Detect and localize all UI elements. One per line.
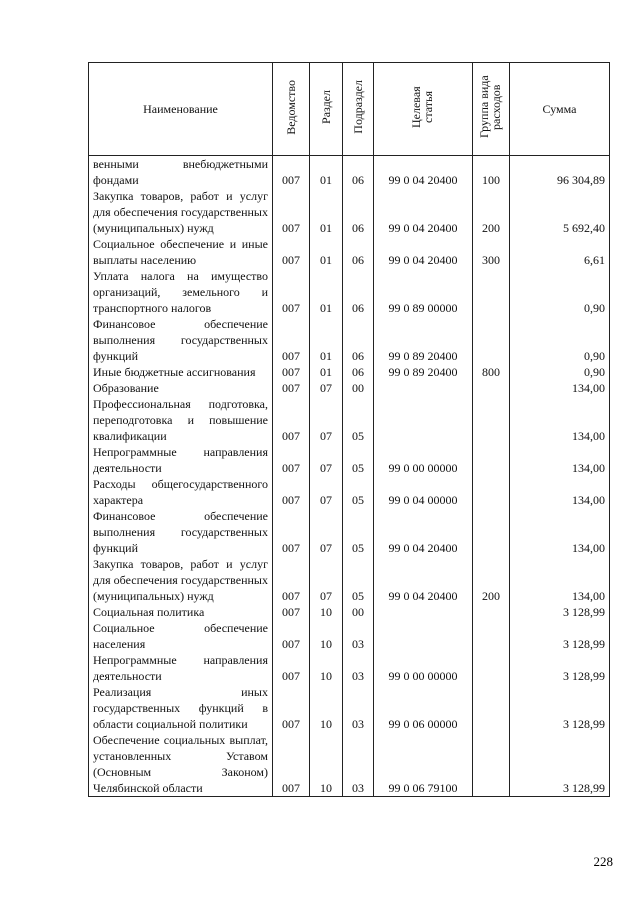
cell-ministry: 007 [273,508,310,556]
cell-target: 99 0 04 20400 [374,236,473,268]
cell-sum: 0,90 [510,364,610,380]
cell-target: 99 0 06 79100 [374,732,473,797]
cell-target: 99 0 04 00000 [374,476,473,508]
cell-subsection: 06 [343,156,374,189]
cell-expense-group [473,380,510,396]
cell-sum: 134,00 [510,396,610,444]
cell-sum: 6,61 [510,236,610,268]
cell-name: Непрограммные направления деятельности [89,652,273,684]
header-ministry: Ведомство [273,63,310,156]
cell-subsection: 06 [343,316,374,364]
cell-section: 01 [310,188,343,236]
cell-ministry: 007 [273,396,310,444]
cell-subsection: 00 [343,604,374,620]
cell-name: Финансовое обеспечение выполнения государственных функций [89,508,273,556]
budget-table [88,62,610,797]
cell-target [374,396,473,444]
cell-target: 99 0 00 00000 [374,444,473,476]
cell-ministry: 007 [273,156,310,189]
cell-name: Реализация иных государственных функций в области социальной политики [89,684,273,732]
cell-sum: 3 128,99 [510,604,610,620]
header-name: Наименование [89,63,273,156]
cell-ministry: 007 [273,476,310,508]
cell-expense-group: 200 [473,556,510,604]
cell-expense-group [473,444,510,476]
cell-target [374,620,473,652]
cell-ministry: 007 [273,316,310,364]
cell-target: 99 0 04 20400 [374,188,473,236]
table-row [89,380,610,396]
cell-target: 99 0 04 20400 [374,556,473,604]
cell-expense-group [473,268,510,316]
cell-sum: 5 692,40 [510,188,610,236]
cell-sum: 134,00 [510,508,610,556]
cell-target: 99 0 89 20400 [374,316,473,364]
table-row [89,316,610,364]
header-sum: Сумма [510,63,610,156]
cell-sum: 0,90 [510,268,610,316]
cell-ministry: 007 [273,364,310,380]
page-number: 228 [593,854,613,869]
cell-name: Образование [89,380,273,396]
cell-ministry: 007 [273,444,310,476]
cell-subsection: 00 [343,380,374,396]
cell-sum: 134,00 [510,476,610,508]
cell-ministry: 007 [273,732,310,797]
table-row [89,396,610,444]
table-row [89,364,610,380]
table-row [89,620,610,652]
cell-name: Социальное обеспечение и иные выплаты населению [89,236,273,268]
cell-section: 07 [310,380,343,396]
cell-target: 99 0 04 20400 [374,156,473,189]
cell-section: 01 [310,236,343,268]
cell-name: Уплата налога на имущество организаций, земельного и транспортного налогов [89,268,273,316]
cell-ministry: 007 [273,620,310,652]
table-row [89,604,610,620]
cell-expense-group [473,476,510,508]
header-section: Раздел [310,63,343,156]
cell-section: 01 [310,364,343,380]
cell-name: Непрограммные направления деятельности [89,444,273,476]
cell-section: 10 [310,620,343,652]
cell-sum: 134,00 [510,380,610,396]
table-row [89,476,610,508]
cell-section: 01 [310,156,343,189]
cell-expense-group: 100 [473,156,510,189]
cell-name: Закупка товаров, работ и услуг для обеспечения государственных (муниципальных) нужд [89,188,273,236]
cell-expense-group: 200 [473,188,510,236]
cell-subsection: 05 [343,556,374,604]
cell-expense-group [473,732,510,797]
table-row [89,444,610,476]
cell-expense-group: 800 [473,364,510,380]
cell-ministry: 007 [273,652,310,684]
cell-name: Профессиональная подготовка, переподготовка и повышение квалификации [89,396,273,444]
cell-sum: 3 128,99 [510,620,610,652]
cell-ministry: 007 [273,380,310,396]
cell-expense-group [473,316,510,364]
cell-sum: 0,90 [510,316,610,364]
cell-name: Иные бюджетные ассигнования [89,364,273,380]
cell-subsection: 05 [343,444,374,476]
cell-sum: 96 304,89 [510,156,610,189]
cell-sum: 3 128,99 [510,652,610,684]
cell-section: 10 [310,652,343,684]
cell-ministry: 007 [273,268,310,316]
cell-ministry: 007 [273,604,310,620]
cell-subsection: 03 [343,684,374,732]
cell-subsection: 05 [343,476,374,508]
header-expense-group: Группа вида расходов [473,63,510,156]
cell-subsection: 06 [343,364,374,380]
cell-subsection: 05 [343,508,374,556]
cell-target: 99 0 06 00000 [374,684,473,732]
cell-sum: 134,00 [510,444,610,476]
cell-target: 99 0 04 20400 [374,508,473,556]
cell-subsection: 05 [343,396,374,444]
cell-name: Расходы общегосударственного характера [89,476,273,508]
cell-expense-group [473,652,510,684]
cell-section: 07 [310,444,343,476]
cell-ministry: 007 [273,684,310,732]
table-row [89,652,610,684]
header-target: Целевая статья [374,63,473,156]
cell-sum: 3 128,99 [510,732,610,797]
cell-subsection: 06 [343,188,374,236]
cell-subsection: 03 [343,732,374,797]
cell-name: венными внебюджетными фондами [89,156,273,189]
table-row [89,732,610,797]
cell-expense-group [473,508,510,556]
table-row [89,684,610,732]
cell-ministry: 007 [273,556,310,604]
cell-expense-group [473,396,510,444]
table-row [89,556,610,604]
cell-name: Финансовое обеспечение выполнения государственных функций [89,316,273,364]
cell-name: Социальное обеспечение населения [89,620,273,652]
cell-subsection: 06 [343,236,374,268]
cell-name: Закупка товаров, работ и услуг для обеспечения государственных (муниципальных) нужд [89,556,273,604]
cell-target [374,380,473,396]
cell-expense-group [473,620,510,652]
cell-ministry: 007 [273,188,310,236]
cell-subsection: 06 [343,268,374,316]
cell-section: 10 [310,732,343,797]
cell-sum: 3 128,99 [510,684,610,732]
table-row [89,156,610,189]
cell-section: 07 [310,508,343,556]
cell-section: 07 [310,556,343,604]
cell-expense-group [473,604,510,620]
cell-ministry: 007 [273,236,310,268]
table-row [89,188,610,236]
cell-section: 07 [310,396,343,444]
cell-sum: 134,00 [510,556,610,604]
cell-subsection: 03 [343,652,374,684]
cell-section: 10 [310,684,343,732]
cell-expense-group: 300 [473,236,510,268]
cell-section: 07 [310,476,343,508]
table-row [89,268,610,316]
table-header-row [89,63,610,156]
cell-target [374,604,473,620]
cell-target: 99 0 00 00000 [374,652,473,684]
cell-name: Социальная политика [89,604,273,620]
cell-section: 10 [310,604,343,620]
cell-subsection: 03 [343,620,374,652]
cell-section: 01 [310,268,343,316]
cell-target: 99 0 89 20400 [374,364,473,380]
cell-expense-group [473,684,510,732]
cell-name: Обеспечение социальных выплат, установленных Уставом (Основным Законом) Челябинской области [89,732,273,797]
table-row [89,236,610,268]
table-row [89,508,610,556]
cell-section: 01 [310,316,343,364]
header-subsection: Подраздел [343,63,374,156]
cell-target: 99 0 89 00000 [374,268,473,316]
